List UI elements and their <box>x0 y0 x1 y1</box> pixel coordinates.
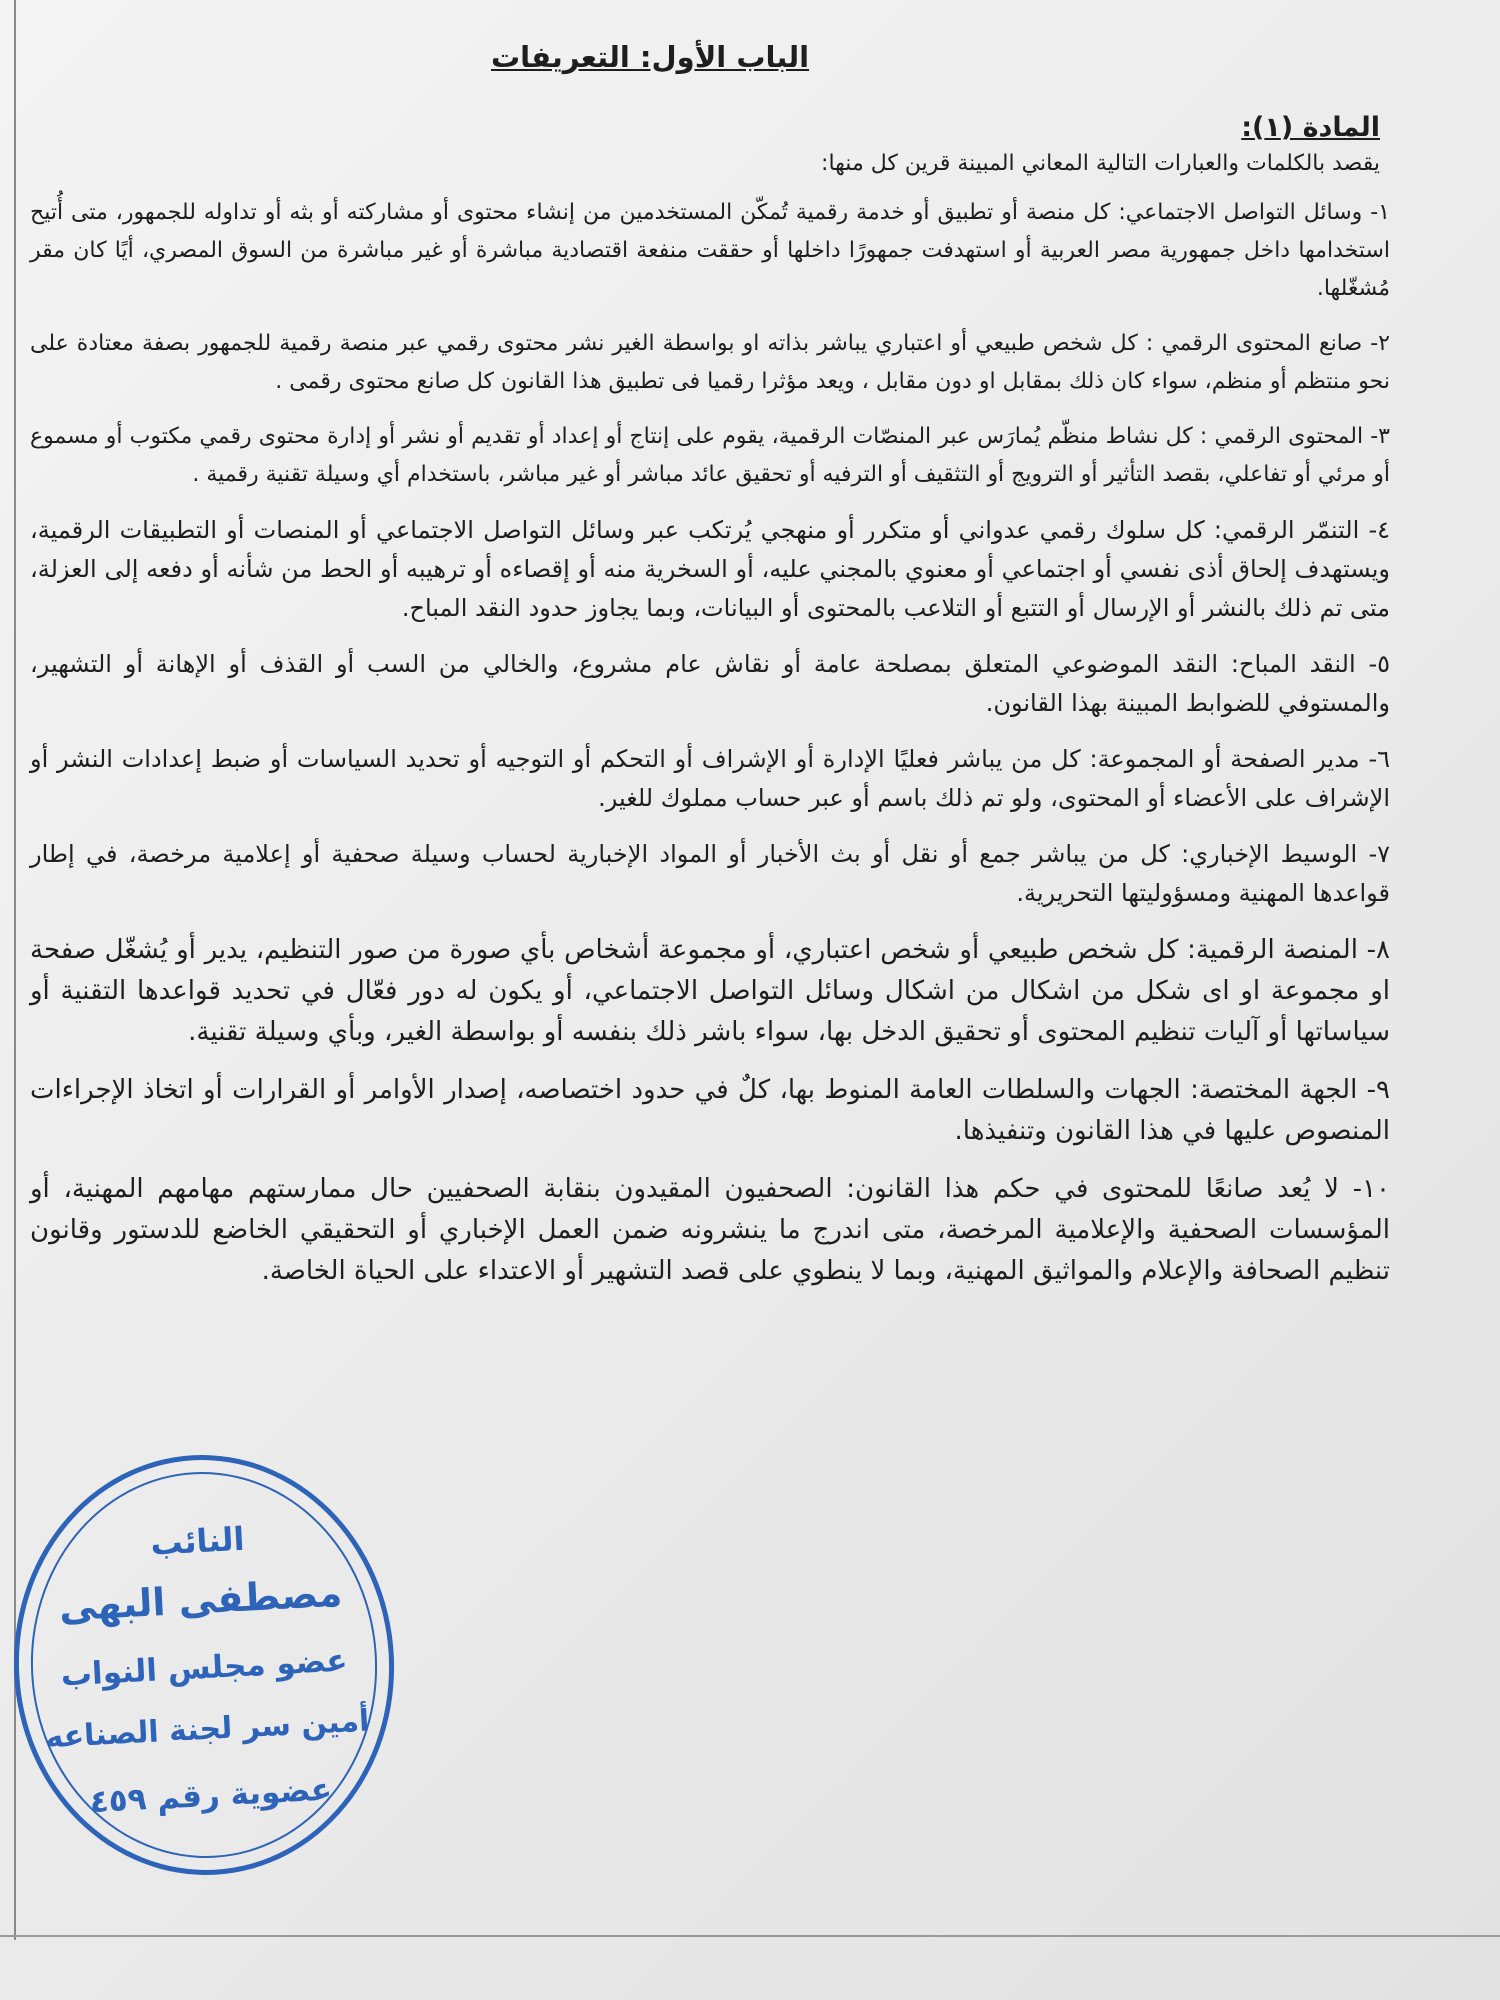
stamp-name: مصطفى البهى <box>57 1570 344 1630</box>
definition-item: ٦- مدير الصفحة أو المجموعة: كل من يباشر فعليًا الإدارة أو الإشراف أو التحكم أو التوجيه أو تحديد السياسات أو ضبط إعدادات النشر أو الإشراف على الأعضاء أو المحتوى، ولو تم ذلك باسم أو عبر حساب مملوك للغير. <box>30 745 1390 812</box>
definition-item: ٧- الوسيط الإخباري: كل من يباشر جمع أو نقل أو بث الأخبار أو المواد الإخبارية لحساب وسيلة صحفية أو إعلامية مرخصة، في إطار قواعدها المهنية ومسؤوليتها التحريرية. <box>30 840 1390 907</box>
stamp-committee: أمين سر لجنة الصناعه <box>44 1703 371 1756</box>
definition-item: ١٠- لا يُعد صانعًا للمحتوى في حكم هذا القانون: الصحفيون المقيدون بنقابة الصحفيين حال ممارستهم مهامهم المهنية، أو المؤسسات الصحفية والإعلامية المرخصة، متى اندرج ما ينشرونه ضمن العمل الإخباري أو التحقيقي الخاضع للدستور وقانون تنظيم الصحافة والإعلام والمواثيق المهنية، وبما لا ينطوي على قصد التشهير أو الاعتداء على الحياة الخاصة. <box>30 1174 1390 1286</box>
definition-item: ٨- المنصة الرقمية: كل شخص طبيعي أو شخص اعتباري، أو مجموعة أشخاص بأي صورة من صور التنظيم، يدير أو يُشغّل صفحة او مجموعة او اى شكل من اشكال من اشكال وسائل التواصل الاجتماعي، أو يكون له دور فعّال في تحديد قواعدها التقنية أو سياساتها أو آليات تنظيم المحتوى أو تحقيق الدخل بها، سواء باشر ذلك بنفسه أو بواسطة الغير، وبأي وسيلة تقنية. <box>30 935 1390 1047</box>
document-body <box>30 30 1390 1309</box>
article-title: المادة (١): <box>1241 112 1380 143</box>
stamp-title: النائب <box>149 1519 246 1563</box>
definition-item: ٢- صانع المحتوى الرقمي : كل شخص طبيعي أو اعتباري يباشر بذاته او بواسطة الغير نشر محتوى رقمي عبر منصة رقمية للجمهور بصفة معتادة على نحو منتظم أو منظم، سواء كان ذلك بمقابل او دون مقابل ، ويعد مؤثرا رقميا فى تطبيق هذا القانون كل صانع محتوى رقمى . <box>30 331 1390 394</box>
stamp-position: عضو مجلس النواب <box>59 1642 349 1694</box>
definition-item: ٤- التنمّر الرقمي: كل سلوك رقمي عدواني أو متكرر أو منهجي يُرتكب عبر وسائل التواصل الاجتماعي أو المنصات أو التطبيقات الرقمية، ويستهدف إلحاق أذى نفسي أو اجتماعي أو معنوي بالمجني عليه، أو السخرية منه أو إقصاءه أو ترهيبه أو الحط من شأنه أو دفعه إلى العزلة، متى تم ذلك بالنشر أو الإرسال أو التتبع أو التلاعب بالمحتوى أو البيانات، وبما يجاوز حدود النقد المباح. <box>30 516 1390 622</box>
definition-item: ٥- النقد المباح: النقد الموضوعي المتعلق بمصلحة عامة أو نقاش عام مشروع، والخالي من السب أو القذف أو الإهانة أو التشهير، والمستوفي للضوابط المبينة بهذا القانون. <box>30 650 1390 717</box>
definition-item: ٩- الجهة المختصة: الجهات والسلطات العامة المنوط بها، كلٌ في حدود اختصاصه، إصدار الأوامر أو القرارات أو اتخاذ الإجراءات المنصوص عليها في هذا القانون وتنفيذها. <box>30 1075 1390 1146</box>
stamp-membership: عضوية رقم ٤٥٩ <box>88 1771 333 1821</box>
page-border-bottom <box>0 1935 1500 1937</box>
chapter-title: الباب الأول: التعريفات <box>490 40 810 74</box>
definition-item: ١- وسائل التواصل الاجتماعي: كل منصة أو تطبيق أو خدمة رقمية تُمكّن المستخدمين من إنشاء محتوى أو مشاركته أو بثه أو تداوله للجمهور، متى أُتيح استخدامها داخل جمهورية مصر العربية أو استهدفت جمهورًا داخلها أو حققت منفعة اقتصادية مباشرة أو غير مباشرة من السوق المصري، أيًا كان مقر مُشغّلها. <box>30 200 1390 301</box>
definition-item: ٣- المحتوى الرقمي : كل نشاط منظّم يُمارَس عبر المنصّات الرقمية، يقوم على إنتاج أو إعداد أو تقديم أو نشر أو إدارة محتوى رقمي مكتوب أو مسموع أو مرئي أو تفاعلي، بقصد التأثير أو الترويج أو التثقيف أو الترفيه أو تحقيق عائد مباشر أو غير مباشر، باستخدام أي وسيلة تقنية رقمية . <box>30 424 1390 487</box>
article-intro: يقصد بالكلمات والعبارات التالية المعاني المبينة قرين كل منها: <box>821 151 1380 176</box>
official-stamp <box>3 1445 404 1884</box>
